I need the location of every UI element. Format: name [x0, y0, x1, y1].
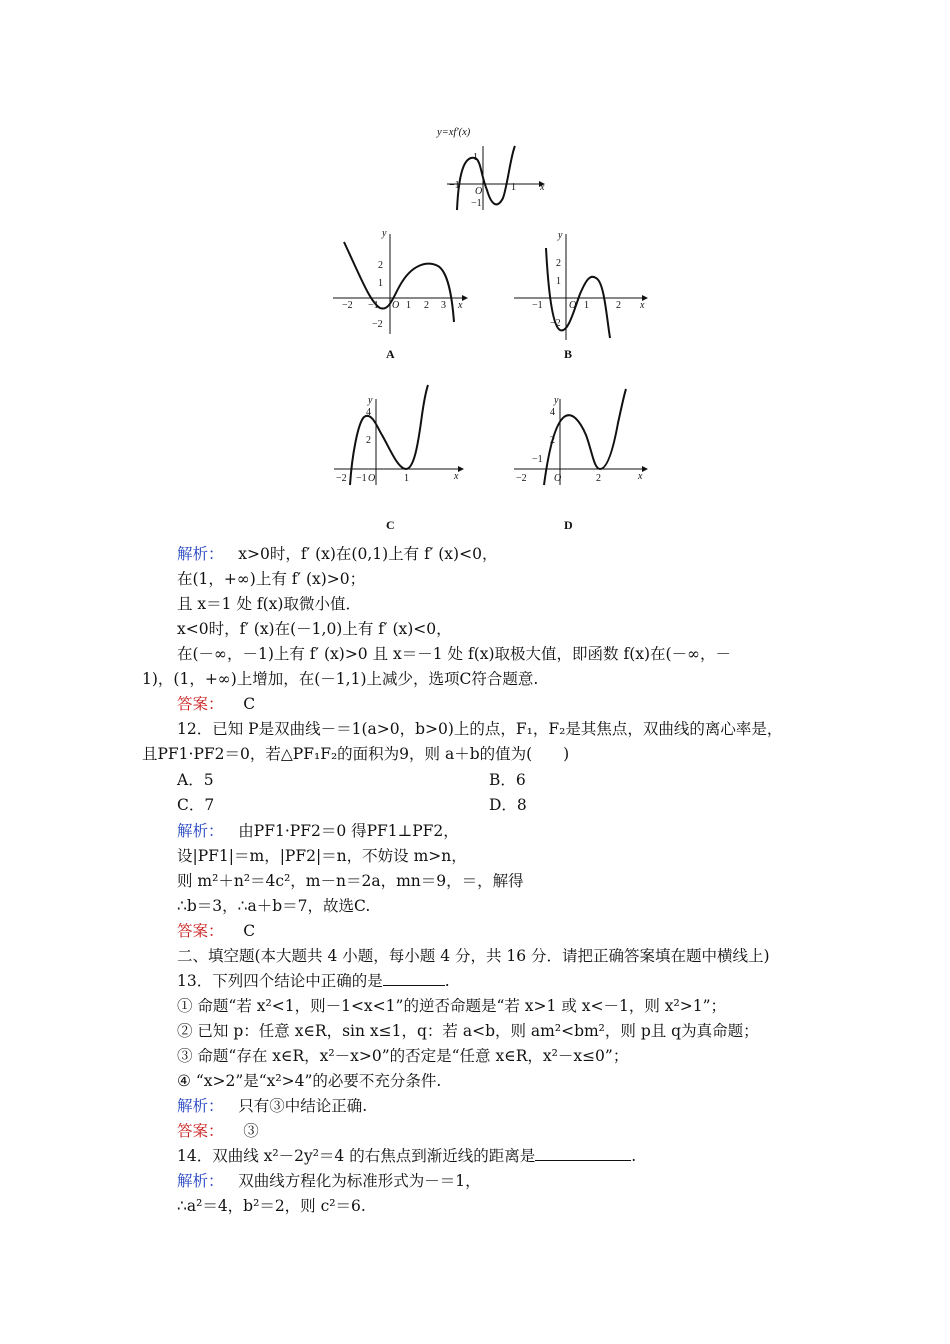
- section-2-heading: 二、填空题(本大题共 4 小题，每小题 4 分，共 16 分．请把正确答案填在题中横线上): [177, 947, 770, 965]
- tick-label: −1: [532, 300, 543, 311]
- tick-label: −2: [342, 300, 353, 311]
- solution-11-line-5: 在(－∞，－1)上有 f′ (x)>0 且 x＝－1 处 f(x)取极大值，即函数 f(x)在(－∞，－: [177, 645, 732, 663]
- tick-label: −1: [449, 180, 460, 191]
- x-axis-arrow: [462, 295, 468, 301]
- x-axis-arrow: [458, 466, 464, 472]
- solution-tag: 解析：: [177, 545, 224, 563]
- statement-4: ④ “x>2”是“x²>4”的必要不充分条件.: [177, 1072, 442, 1090]
- statement-2: ② 已知 p：任意 x∈R，sin x≤1，q：若 a<b，则 am²<bm²，则 p且 q为真命题；: [177, 1022, 759, 1040]
- graph-title: y=xf′(x): [437, 127, 471, 138]
- axis-label: x: [640, 300, 645, 311]
- solution-11-line-2: 在(1，+∞)上有 f′ (x)>0；: [177, 570, 366, 588]
- solution-12-line-2: 设|PF1|＝m，|PF2|＝n，不妨设 m>n，: [177, 847, 467, 865]
- tick-label: 2: [424, 300, 429, 311]
- tick-label: 4: [550, 407, 555, 418]
- solution-tag: 解析：: [177, 822, 224, 840]
- tick-label: −1: [356, 473, 367, 484]
- tick-label: 2: [378, 260, 383, 271]
- tick-label: 2: [616, 300, 621, 311]
- question-12-line-1: 12．已知 P是双曲线－＝1(a>0，b>0)上的点，F₁，F₂是其焦点，双曲线的离心率是，: [177, 720, 783, 738]
- tick-label: 1: [584, 300, 589, 311]
- tick-label: 2: [550, 435, 555, 446]
- answer-blank: [383, 971, 445, 986]
- origin-label: O: [554, 473, 562, 484]
- graph-a-plot: [330, 226, 475, 336]
- solution-14-line-2: ∴a²＝4，b²＝2，则 c²＝6.: [177, 1197, 366, 1215]
- axis-label: x: [638, 471, 643, 482]
- question-end: .: [444, 972, 450, 990]
- tick-label: 4: [366, 407, 371, 418]
- tick-label: −2: [336, 473, 347, 484]
- solution-11-line-6: 1)，(1，+∞)上增加，在(－1,1)上减少，选项C符合题意.: [142, 670, 539, 688]
- tick-label: 1: [556, 276, 561, 287]
- solution-11-line-1: [177, 544, 497, 564]
- axis-label: y: [558, 230, 563, 241]
- solution-tag: 解析：: [177, 1097, 224, 1115]
- tick-label: 2: [556, 258, 561, 269]
- graph-option-d: [510, 385, 655, 490]
- option-a-label: A: [386, 347, 395, 361]
- curve: [350, 385, 428, 485]
- question-12-line-2: 且PF1·PF2＝0，若△PF₁F₂的面积为9，则 a＋b的值为( ): [142, 745, 570, 763]
- tick-label: −2: [372, 319, 383, 330]
- question-14: [177, 1146, 636, 1166]
- option-12-b: B．6: [489, 771, 526, 789]
- graph-option-c: [330, 385, 475, 490]
- tick-label: 1: [406, 300, 411, 311]
- axis-label: y: [382, 228, 387, 239]
- option-d-label: D: [564, 518, 573, 532]
- graph-d-plot: [510, 385, 655, 490]
- option-12-d: D．8: [489, 796, 527, 814]
- question-text: 13．下列四个结论中正确的是: [177, 972, 383, 990]
- graph-xfprime-plot: [435, 124, 555, 214]
- solution-11-line-4: x<0时，f′ (x)在(－1,0)上有 f′ (x)<0，: [177, 620, 452, 638]
- answer-tag: 答案：: [177, 695, 224, 713]
- axis-label: x: [454, 471, 459, 482]
- graph-b-plot: [510, 226, 655, 346]
- solution-text: x>0时，f′ (x)在(0,1)上有 f′ (x)<0，: [238, 545, 498, 563]
- solution-tag: 解析：: [177, 1172, 224, 1190]
- origin-label: O: [569, 300, 577, 311]
- option-b-label: B: [564, 347, 573, 361]
- answer-12: [177, 921, 255, 941]
- solution-text: 双曲线方程化为标准形式为－＝1，: [238, 1172, 481, 1190]
- axis-label: x: [458, 300, 463, 311]
- answer-value: C: [243, 922, 256, 940]
- graph-c-plot: [330, 385, 475, 490]
- tick-label: −1: [368, 300, 379, 311]
- graph-option-b: [510, 226, 655, 346]
- origin-label: O: [475, 186, 483, 197]
- answer-tag: 答案：: [177, 922, 224, 940]
- question-end: .: [631, 1147, 637, 1165]
- tick-label: −2: [516, 473, 527, 484]
- option-12-c: C．7: [177, 796, 215, 814]
- question-13: [177, 971, 450, 991]
- axis-label: x: [540, 182, 545, 193]
- x-axis-arrow: [642, 466, 648, 472]
- origin-label: O: [392, 300, 400, 311]
- tick-label: 3: [441, 300, 446, 311]
- solution-12-line-4: ∴b＝3，∴a＋b＝7，故选C.: [177, 897, 371, 915]
- option-c-label: C: [386, 518, 395, 532]
- answer-blank: [535, 1146, 631, 1161]
- tick-label: 1: [473, 152, 478, 163]
- solution-text: 由PF1·PF2＝0 得PF1⊥PF2，: [238, 822, 459, 840]
- solution-12-line-3: 则 m²＋n²＝4c²，m－n＝2a，mn＝9，＝，解得: [177, 872, 524, 890]
- answer-value: C: [243, 695, 256, 713]
- option-12-a: A．5: [177, 771, 214, 789]
- statement-1: ① 命题“若 x²<1，则－1<x<1”的逆否命题是“若 x>1 或 x<－1，则 x²>1”；: [177, 997, 726, 1015]
- solution-14-line-1: [177, 1171, 481, 1191]
- answer-13: [177, 1121, 259, 1141]
- answer-value: ③: [243, 1122, 259, 1140]
- tick-label: −1: [471, 198, 482, 209]
- tick-label: 1: [378, 278, 383, 289]
- graph-option-a: [330, 226, 475, 336]
- tick-label: 1: [511, 182, 516, 193]
- question-text: 14．双曲线 x²－2y²＝4 的右焦点到渐近线的距离是: [177, 1147, 536, 1165]
- axis-label: y: [554, 395, 559, 406]
- solution-13: [177, 1096, 367, 1116]
- origin-label: O: [368, 473, 376, 484]
- solution-12-line-1: [177, 821, 459, 841]
- tick-label: 2: [596, 473, 601, 484]
- answer-tag: 答案：: [177, 1122, 224, 1140]
- tick-label: 1: [404, 473, 409, 484]
- axis-label: y: [368, 395, 373, 406]
- solution-text: 只有③中结论正确.: [238, 1097, 368, 1115]
- solution-11-line-3: 且 x＝1 处 f(x)取微小值．: [177, 595, 361, 613]
- tick-label: −2: [550, 318, 561, 329]
- tick-label: −1: [532, 454, 543, 465]
- curve: [457, 146, 515, 210]
- statement-3: ③ 命题“存在 x∈R，x²－x>0”的否定是“任意 x∈R，x²－x≤0”；: [177, 1047, 629, 1065]
- graph-xfprime: [435, 124, 555, 214]
- tick-label: 2: [366, 435, 371, 446]
- answer-11: [177, 694, 255, 714]
